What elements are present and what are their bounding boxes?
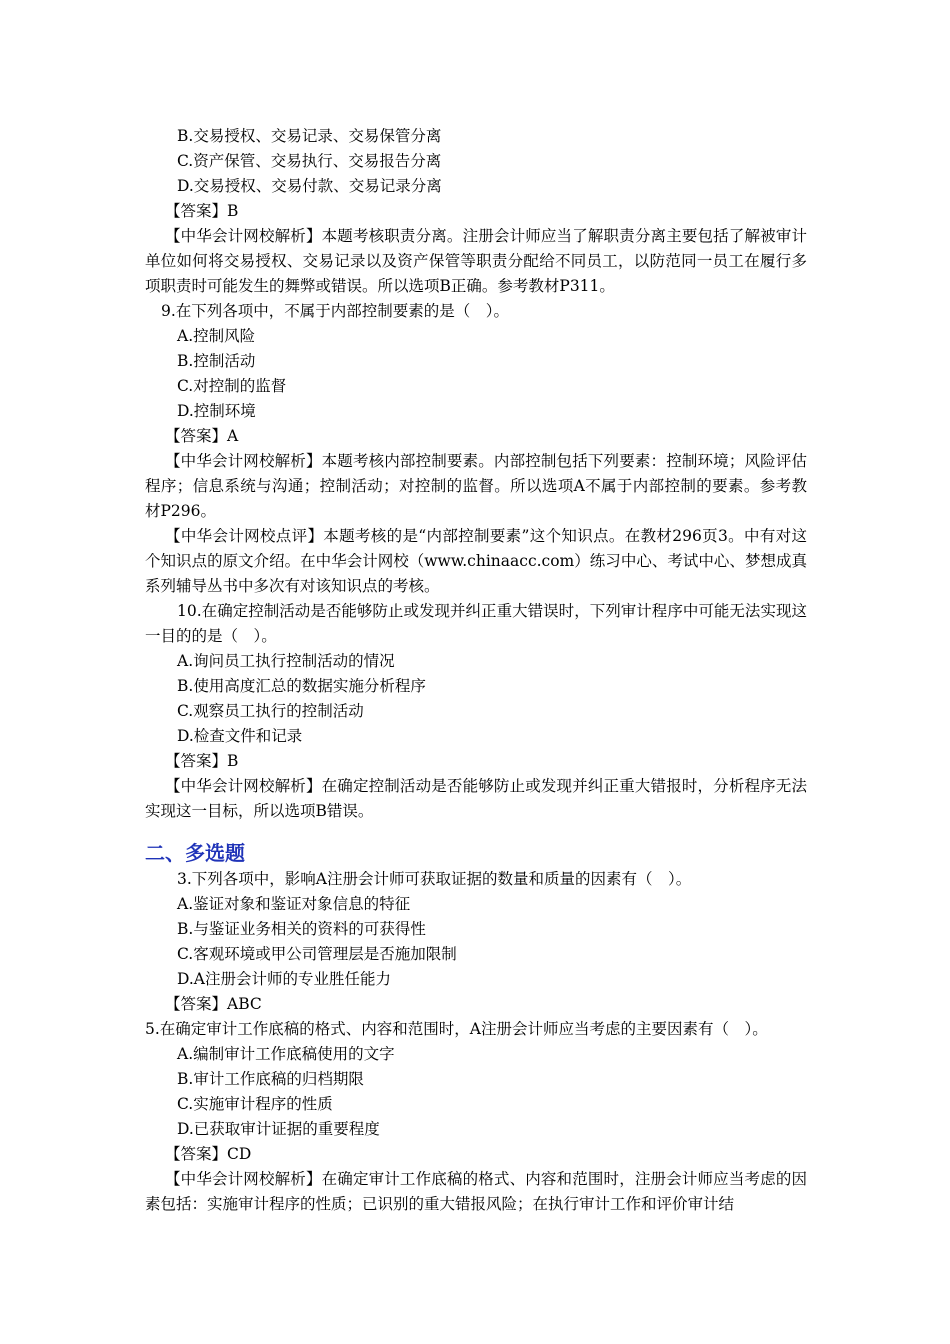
m3-option-b: B.与鉴证业务相关的资料的可获得性 [177, 920, 426, 938]
m5-analysis: 【中华会计网校解析】在确定审计工作底稿的格式、内容和范围时，注册会计师应当考虑的因素包括：实施审计程序的性质；已识别的重大错报风险；在执行审计工作和评价审计结 [145, 1170, 807, 1213]
q10-option-b: B.使用高度汇总的数据实施分析程序 [177, 677, 426, 695]
q8-answer: 【答案】B [165, 202, 239, 220]
q9-question: 9.在下列各项中，不属于内部控制要素的是（ ）。 [161, 302, 510, 320]
q9-option-b: B.控制活动 [177, 352, 256, 370]
m5-option-d: D.已获取审计证据的重要程度 [177, 1120, 380, 1138]
q9-option-c: C.对控制的监督 [177, 377, 287, 395]
m3-question: 3.下列各项中，影响A注册会计师可获取证据的数量和质量的因素有（ ）。 [177, 870, 692, 888]
q9-analysis: 【中华会计网校解析】本题考核内部控制要素。内部控制包括下列要素：控制环境；风险评估程序；信息系统与沟通；控制活动；对控制的监督。所以选项A不属于内部控制的要素。参考教材P296。 [145, 452, 807, 520]
m5-option-a: A.编制审计工作底稿使用的文字 [177, 1045, 395, 1063]
document-content [145, 124, 807, 1217]
m3-option-a: A.鉴证对象和鉴证对象信息的特征 [177, 895, 411, 913]
q10-option-a: A.询问员工执行控制活动的情况 [177, 652, 395, 670]
m5-option-b: B.审计工作底稿的归档期限 [177, 1070, 364, 1088]
section-title-multiple-choice: 二、多选题 [145, 841, 245, 865]
q10-option-d: D.检查文件和记录 [177, 727, 303, 745]
q9-answer: 【答案】A [165, 427, 239, 445]
m3-option-d: D.A注册会计师的专业胜任能力 [177, 970, 391, 988]
m3-answer: 【答案】ABC [165, 995, 262, 1013]
m3-option-c: C.客观环境或甲公司管理层是否施加限制 [177, 945, 457, 963]
q10-answer: 【答案】B [165, 752, 239, 770]
q10-analysis: 【中华会计网校解析】在确定控制活动是否能够防止或发现并纠正重大错报时，分析程序无法实现这一目标，所以选项B错误。 [145, 777, 807, 820]
q8-option-c: C.资产保管、交易执行、交易报告分离 [177, 152, 442, 170]
q9-option-a: A.控制风险 [177, 327, 256, 345]
m5-question: 5.在确定审计工作底稿的格式、内容和范围时，A注册会计师应当考虑的主要因素有（ ）。 [145, 1020, 768, 1038]
m5-option-c: C.实施审计程序的性质 [177, 1095, 333, 1113]
q10-question: 10.在确定控制活动是否能够防止或发现并纠正重大错误时，下列审计程序中可能无法实现这一目的的是（ ）。 [145, 602, 807, 645]
m5-answer: 【答案】CD [165, 1145, 252, 1163]
q8-option-d: D.交易授权、交易付款、交易记录分离 [177, 177, 442, 195]
q9-option-d: D.控制环境 [177, 402, 256, 420]
q8-option-b: B.交易授权、交易记录、交易保管分离 [177, 127, 442, 145]
q9-comment: 【中华会计网校点评】本题考核的是“内部控制要素”这个知识点。在教材296页3。中有对这个知识点的原文介绍。在中华会计网校（www.chinaacc.com）练习中心、考试中心、梦想成真系列辅导丛书中多次有对该知识点的考核。 [145, 527, 807, 595]
q8-analysis: 【中华会计网校解析】本题考核职责分离。注册会计师应当了解职责分离主要包括了解被审计单位如何将交易授权、交易记录以及资产保管等职责分配给不同员工，以防范同一员工在履行多项职责时可能发生的舞弊或错误。所以选项B正确。参考教材P311。 [145, 227, 807, 295]
q10-option-c: C.观察员工执行的控制活动 [177, 702, 364, 720]
